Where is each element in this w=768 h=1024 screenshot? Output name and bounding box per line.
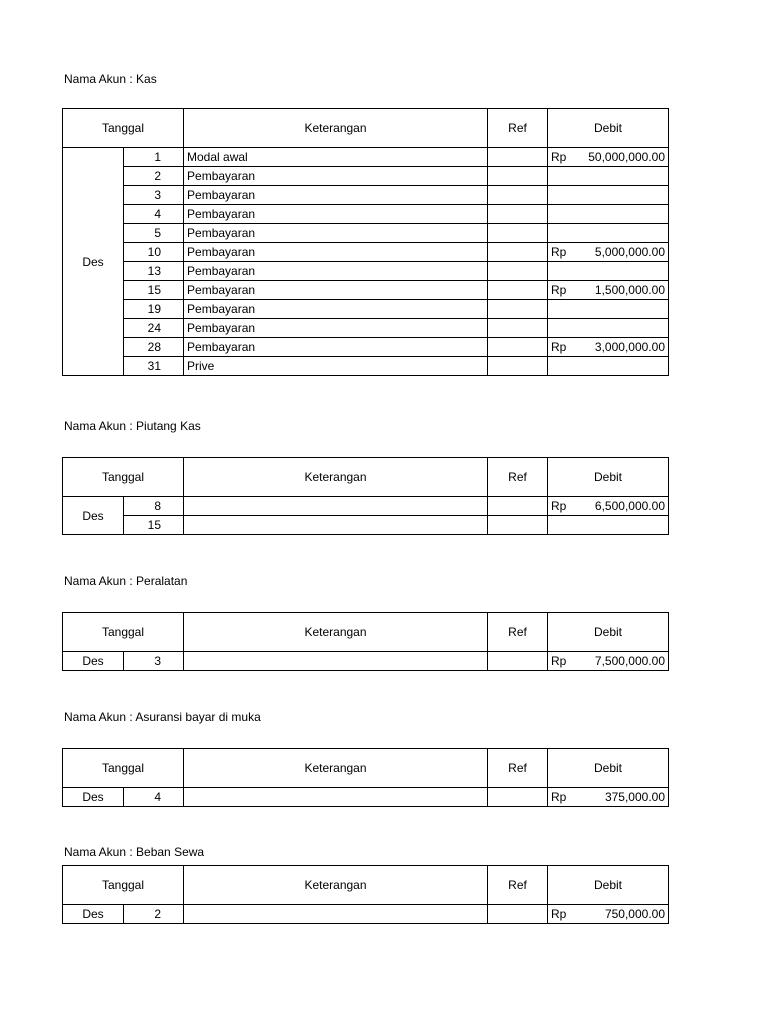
header-keterangan: Keterangan bbox=[184, 613, 488, 652]
month-cell: Des bbox=[63, 148, 124, 376]
debit-cell bbox=[548, 357, 669, 376]
debit-cell bbox=[548, 148, 669, 167]
description-cell: Pembayaran bbox=[184, 262, 488, 281]
currency-label: Rp bbox=[551, 790, 567, 804]
description-cell: Prive bbox=[184, 357, 488, 376]
debit-amount: 50,000,000.00 bbox=[588, 150, 665, 164]
day-cell: 19 bbox=[124, 300, 184, 319]
ledger-table bbox=[62, 108, 669, 376]
debit-cell bbox=[548, 788, 669, 807]
ref-cell bbox=[488, 497, 548, 516]
table-row bbox=[63, 905, 669, 924]
month-cell: Des bbox=[63, 788, 124, 807]
ledger-table bbox=[62, 865, 669, 924]
header-tanggal: Tanggal bbox=[63, 613, 184, 652]
table-row bbox=[63, 338, 669, 357]
currency-label: Rp bbox=[551, 245, 567, 259]
ref-cell bbox=[488, 338, 548, 357]
table-row bbox=[63, 243, 669, 262]
header-tanggal: Tanggal bbox=[63, 866, 184, 905]
header-ref: Ref bbox=[488, 866, 548, 905]
day-cell: 10 bbox=[124, 243, 184, 262]
header-debit: Debit bbox=[548, 109, 669, 148]
table-row bbox=[63, 281, 669, 300]
day-cell: 15 bbox=[124, 516, 184, 535]
day-cell: 13 bbox=[124, 262, 184, 281]
ref-cell bbox=[488, 224, 548, 243]
debit-amount: 375,000.00 bbox=[604, 790, 665, 804]
table-row bbox=[63, 300, 669, 319]
header-keterangan: Keterangan bbox=[184, 109, 488, 148]
debit-cell bbox=[548, 338, 669, 357]
table-row bbox=[63, 224, 669, 243]
description-cell bbox=[184, 788, 488, 807]
ref-cell bbox=[488, 205, 548, 224]
debit-amount: 6,500,000.00 bbox=[594, 499, 665, 513]
debit-cell bbox=[548, 300, 669, 319]
header-debit: Debit bbox=[548, 749, 669, 788]
table-row bbox=[63, 319, 669, 338]
table-header-row bbox=[63, 109, 669, 148]
header-keterangan: Keterangan bbox=[184, 458, 488, 497]
table-row bbox=[63, 148, 669, 167]
currency-label: Rp bbox=[551, 499, 567, 513]
account-title: Nama Akun : Peralatan bbox=[64, 574, 188, 588]
debit-amount: 7,500,000.00 bbox=[594, 654, 665, 668]
day-cell: 8 bbox=[124, 497, 184, 516]
day-cell: 31 bbox=[124, 357, 184, 376]
debit-cell bbox=[548, 224, 669, 243]
ref-cell bbox=[488, 357, 548, 376]
debit-cell bbox=[548, 167, 669, 186]
header-tanggal: Tanggal bbox=[63, 749, 184, 788]
header-ref: Ref bbox=[488, 109, 548, 148]
table-row bbox=[63, 652, 669, 671]
debit-cell bbox=[548, 905, 669, 924]
table-header-row bbox=[63, 613, 669, 652]
day-cell: 24 bbox=[124, 319, 184, 338]
header-ref: Ref bbox=[488, 458, 548, 497]
day-cell: 4 bbox=[124, 205, 184, 224]
table-row bbox=[63, 205, 669, 224]
description-cell: Pembayaran bbox=[184, 224, 488, 243]
description-cell: Pembayaran bbox=[184, 167, 488, 186]
ledger-table bbox=[62, 612, 669, 671]
header-debit: Debit bbox=[548, 866, 669, 905]
ref-cell bbox=[488, 905, 548, 924]
account-title: Nama Akun : Beban Sewa bbox=[64, 845, 205, 859]
day-cell: 4 bbox=[124, 788, 184, 807]
header-debit: Debit bbox=[548, 458, 669, 497]
table-header-row bbox=[63, 866, 669, 905]
ref-cell bbox=[488, 652, 548, 671]
description-cell: Pembayaran bbox=[184, 186, 488, 205]
day-cell: 2 bbox=[124, 905, 184, 924]
ref-cell bbox=[488, 243, 548, 262]
debit-amount: 1,500,000.00 bbox=[594, 283, 665, 297]
table-row bbox=[63, 186, 669, 205]
header-tanggal: Tanggal bbox=[63, 458, 184, 497]
day-cell: 3 bbox=[124, 186, 184, 205]
day-cell: 15 bbox=[124, 281, 184, 300]
header-keterangan: Keterangan bbox=[184, 866, 488, 905]
table-row bbox=[63, 262, 669, 281]
ref-cell bbox=[488, 516, 548, 535]
debit-amount: 5,000,000.00 bbox=[594, 245, 665, 259]
header-ref: Ref bbox=[488, 613, 548, 652]
table-row bbox=[63, 357, 669, 376]
description-cell bbox=[184, 652, 488, 671]
day-cell: 28 bbox=[124, 338, 184, 357]
debit-cell bbox=[548, 243, 669, 262]
ref-cell bbox=[488, 300, 548, 319]
day-cell: 1 bbox=[124, 148, 184, 167]
month-cell: Des bbox=[63, 905, 124, 924]
description-cell: Modal awal bbox=[184, 148, 488, 167]
description-cell bbox=[184, 516, 488, 535]
description-cell bbox=[184, 905, 488, 924]
table-row bbox=[63, 516, 669, 535]
description-cell: Pembayaran bbox=[184, 300, 488, 319]
currency-label: Rp bbox=[551, 340, 567, 354]
description-cell bbox=[184, 497, 488, 516]
table-header-row bbox=[63, 749, 669, 788]
currency-label: Rp bbox=[551, 654, 567, 668]
header-ref: Ref bbox=[488, 749, 548, 788]
description-cell: Pembayaran bbox=[184, 338, 488, 357]
description-cell: Pembayaran bbox=[184, 205, 488, 224]
account-title: Nama Akun : Kas bbox=[64, 72, 157, 86]
debit-amount: 750,000.00 bbox=[604, 907, 665, 921]
debit-cell bbox=[548, 262, 669, 281]
ledger-table bbox=[62, 748, 669, 807]
debit-cell bbox=[548, 497, 669, 516]
header-debit: Debit bbox=[548, 613, 669, 652]
currency-label: Rp bbox=[551, 907, 567, 921]
debit-cell bbox=[548, 186, 669, 205]
table-header-row bbox=[63, 458, 669, 497]
day-cell: 3 bbox=[124, 652, 184, 671]
debit-amount: 3,000,000.00 bbox=[594, 340, 665, 354]
ref-cell bbox=[488, 788, 548, 807]
debit-cell bbox=[548, 205, 669, 224]
day-cell: 5 bbox=[124, 224, 184, 243]
account-title: Nama Akun : Piutang Kas bbox=[64, 419, 201, 433]
month-cell: Des bbox=[63, 652, 124, 671]
ref-cell bbox=[488, 148, 548, 167]
table-row bbox=[63, 167, 669, 186]
ref-cell bbox=[488, 319, 548, 338]
currency-label: Rp bbox=[551, 283, 567, 297]
ledger-table bbox=[62, 457, 669, 535]
description-cell: Pembayaran bbox=[184, 281, 488, 300]
debit-cell bbox=[548, 516, 669, 535]
month-cell: Des bbox=[63, 497, 124, 535]
header-keterangan: Keterangan bbox=[184, 749, 488, 788]
ref-cell bbox=[488, 281, 548, 300]
currency-label: Rp bbox=[551, 150, 567, 164]
debit-cell bbox=[548, 281, 669, 300]
account-title: Nama Akun : Asuransi bayar di muka bbox=[64, 710, 261, 724]
ref-cell bbox=[488, 186, 548, 205]
ref-cell bbox=[488, 262, 548, 281]
description-cell: Pembayaran bbox=[184, 319, 488, 338]
description-cell: Pembayaran bbox=[184, 243, 488, 262]
table-row bbox=[63, 497, 669, 516]
header-tanggal: Tanggal bbox=[63, 109, 184, 148]
debit-cell bbox=[548, 652, 669, 671]
table-row bbox=[63, 788, 669, 807]
ref-cell bbox=[488, 167, 548, 186]
day-cell: 2 bbox=[124, 167, 184, 186]
debit-cell bbox=[548, 319, 669, 338]
